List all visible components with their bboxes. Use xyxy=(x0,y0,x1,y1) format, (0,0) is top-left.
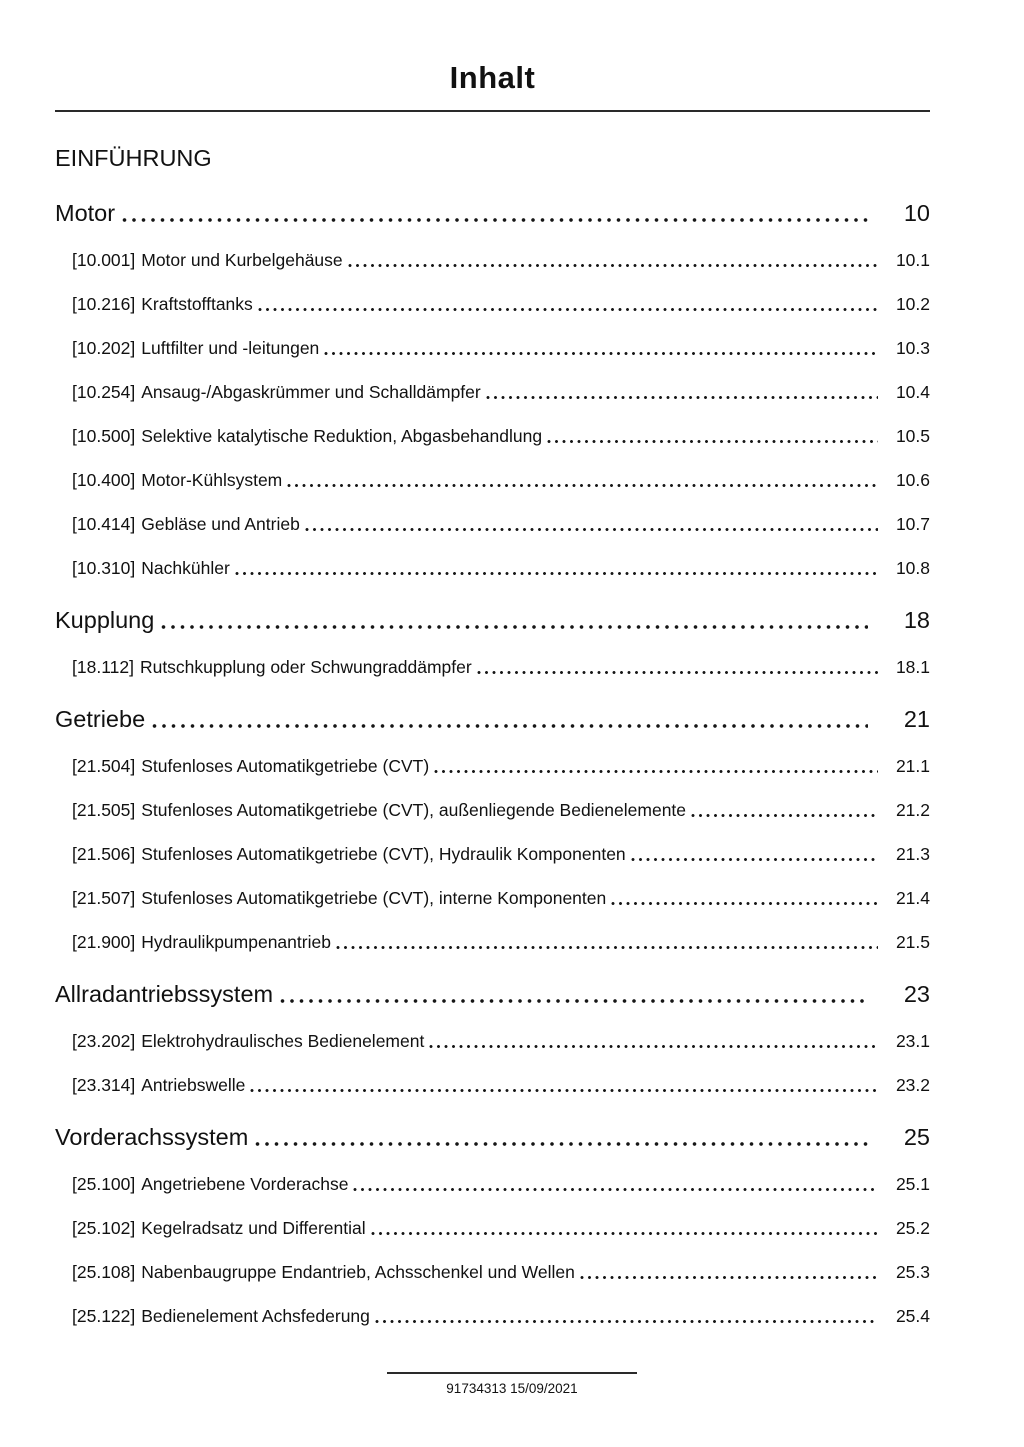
dot-leader xyxy=(348,262,878,268)
toc-entry-page: 25.4 xyxy=(895,1306,930,1326)
title-divider xyxy=(55,110,930,112)
toc-entry-code: [10.310] xyxy=(72,558,136,578)
dot-leader xyxy=(258,306,878,312)
toc-entry-label: Stufenloses Automatikgetriebe (CVT), interne Komponenten xyxy=(141,888,607,908)
toc-entry-row[interactable] xyxy=(55,1306,930,1327)
toc-entry-page: 25.3 xyxy=(895,1262,930,1282)
dot-leader xyxy=(255,1140,868,1147)
toc-entry-row[interactable] xyxy=(55,1075,930,1096)
toc-section-title: Vorderachssystem xyxy=(55,1124,249,1150)
dot-leader xyxy=(691,812,878,818)
toc-section-title: Kupplung xyxy=(55,607,155,633)
toc-entry-row[interactable] xyxy=(55,338,930,359)
toc-entry-page: 21.2 xyxy=(895,800,930,820)
toc-entry-page: 10.7 xyxy=(895,514,930,534)
dot-leader xyxy=(287,482,878,488)
toc-entry-page: 21.3 xyxy=(895,844,930,864)
toc-entry-label: Nachkühler xyxy=(141,558,230,578)
toc-entry-page: 10.8 xyxy=(895,558,930,578)
toc-entry-row[interactable] xyxy=(55,382,930,403)
toc-entry-code: [21.900] xyxy=(72,932,136,952)
dot-leader xyxy=(353,1186,878,1192)
dot-leader xyxy=(611,900,878,906)
dot-leader xyxy=(434,768,878,774)
toc-entry-code: [10.202] xyxy=(72,338,136,358)
dot-leader xyxy=(631,856,878,862)
dot-leader xyxy=(250,1087,878,1093)
toc-entry-code: [23.202] xyxy=(72,1031,136,1051)
toc-entry-code: [10.001] xyxy=(72,250,136,270)
toc-section-page: 25 xyxy=(903,1124,930,1150)
toc-entry-row[interactable] xyxy=(55,514,930,535)
toc-entry-page: 23.1 xyxy=(895,1031,930,1051)
toc-entry-label: Stufenloses Automatikgetriebe (CVT), außenliegende Bedienelemente xyxy=(141,800,687,820)
toc-entry-label: Motor-Kühlsystem xyxy=(141,470,283,490)
toc-entry-code: [25.100] xyxy=(72,1174,136,1194)
toc-entry-row[interactable] xyxy=(55,1174,930,1195)
toc-entry-row[interactable] xyxy=(55,470,930,491)
toc-entry-page: 10.3 xyxy=(895,338,930,358)
toc-entry-code: [10.400] xyxy=(72,470,136,490)
toc-entry-row[interactable] xyxy=(55,250,930,271)
toc-entry-page: 25.2 xyxy=(895,1218,930,1238)
toc-entry-label: Selektive katalytische Reduktion, Abgasbehandlung xyxy=(141,426,543,446)
toc-section-title: Getriebe xyxy=(55,706,146,732)
toc-entry-label: Nabenbaugruppe Endantrieb, Achsschenkel und Wellen xyxy=(141,1262,575,1282)
toc-entry-label: Rutschkupplung oder Schwungraddämpfer xyxy=(139,657,472,677)
toc-section-page: 18 xyxy=(903,607,930,633)
toc-entry-code: [10.414] xyxy=(72,514,136,534)
dot-leader xyxy=(547,438,878,444)
dot-leader xyxy=(324,350,878,356)
toc-entry-row[interactable] xyxy=(55,844,930,865)
toc-entry-code: [25.102] xyxy=(72,1218,136,1238)
toc-entry-row[interactable] xyxy=(55,756,930,777)
toc-entry-row[interactable] xyxy=(55,558,930,579)
toc-entry-row[interactable] xyxy=(55,294,930,315)
toc-section-page: 23 xyxy=(903,981,930,1007)
page-footer xyxy=(0,1372,1024,1397)
toc-entry-label: Bedienelement Achsfederung xyxy=(141,1306,370,1326)
toc-intro-heading: EINFÜHRUNG xyxy=(55,145,212,171)
toc-entry-page: 10.5 xyxy=(895,426,930,446)
toc-entry-code: [21.506] xyxy=(72,844,136,864)
toc-entry-code: [10.254] xyxy=(72,382,136,402)
toc-entry-page: 10.1 xyxy=(895,250,930,270)
toc-entry-row[interactable] xyxy=(55,1262,930,1283)
toc-entry-page: 10.2 xyxy=(895,294,930,314)
dot-leader xyxy=(152,722,868,729)
toc-entry-page: 10.6 xyxy=(895,470,930,490)
toc-entry-page: 21.4 xyxy=(895,888,930,908)
toc-entry-page: 21.5 xyxy=(895,932,930,952)
dot-leader xyxy=(235,570,878,576)
dot-leader xyxy=(375,1318,878,1324)
toc-entry-label: Kraftstofftanks xyxy=(141,294,253,314)
toc-entry-label: Stufenloses Automatikgetriebe (CVT), Hydraulik Komponenten xyxy=(141,844,626,864)
dot-leader xyxy=(429,1043,878,1049)
toc-entry-code: [23.314] xyxy=(72,1075,136,1095)
toc-entry-label: Motor und Kurbelgehäuse xyxy=(141,250,343,270)
toc xyxy=(55,199,930,1327)
toc-entry-code: [21.504] xyxy=(72,756,136,776)
toc-entry-label: Antriebswelle xyxy=(141,1075,246,1095)
toc-entry-code: [21.505] xyxy=(72,800,136,820)
dot-leader xyxy=(161,623,868,630)
page-title: Inhalt xyxy=(449,60,536,95)
dot-leader xyxy=(305,526,878,532)
toc-section-page: 21 xyxy=(903,706,930,732)
toc-entry-label: Gebläse und Antrieb xyxy=(141,514,300,534)
toc-entry-row[interactable] xyxy=(55,888,930,909)
toc-entry-label: Luftfilter und -leitungen xyxy=(141,338,320,358)
toc-section-row[interactable] xyxy=(55,1123,930,1151)
toc-entry-label: Angetriebene Vorderachse xyxy=(141,1174,349,1194)
footer-text: 91734313 15/09/2021 xyxy=(446,1381,578,1396)
dot-leader xyxy=(280,997,868,1004)
toc-section-row[interactable] xyxy=(55,606,930,634)
toc-entry-code: [25.108] xyxy=(72,1262,136,1282)
toc-entry-row[interactable] xyxy=(55,932,930,953)
toc-entry-code: [10.500] xyxy=(72,426,136,446)
toc-entry-label: Elektrohydraulisches Bedienelement xyxy=(141,1031,425,1051)
toc-entry-row[interactable] xyxy=(55,657,930,678)
toc-entry-row[interactable] xyxy=(55,800,930,821)
dot-leader xyxy=(122,216,868,223)
toc-section-row[interactable] xyxy=(55,705,930,733)
toc-section-page: 10 xyxy=(903,200,930,226)
toc-entry-page: 23.2 xyxy=(895,1075,930,1095)
toc-entry-label: Stufenloses Automatikgetriebe (CVT) xyxy=(141,756,430,776)
toc-entry-page: 25.1 xyxy=(895,1174,930,1194)
dot-leader xyxy=(580,1274,878,1280)
toc-entry-code: [25.122] xyxy=(72,1306,136,1326)
dot-leader xyxy=(477,669,878,675)
toc-entry-row[interactable] xyxy=(55,426,930,447)
dot-leader xyxy=(336,944,878,950)
toc-entry-page: 10.4 xyxy=(895,382,930,402)
toc-section-row[interactable] xyxy=(55,980,930,1008)
dot-leader xyxy=(371,1230,878,1236)
toc-entry-row[interactable] xyxy=(55,1218,930,1239)
toc-entry-label: Ansaug-/Abgaskrümmer und Schalldämpfer xyxy=(141,382,481,402)
toc-entry-row[interactable] xyxy=(55,1031,930,1052)
toc-section-row[interactable] xyxy=(55,199,930,227)
toc-section-title: Motor xyxy=(55,200,116,226)
footer-divider xyxy=(387,1372,637,1374)
dot-leader xyxy=(486,394,878,400)
toc-entry-label: Kegelradsatz und Differential xyxy=(141,1218,366,1238)
toc-entry-page: 18.1 xyxy=(895,657,930,677)
toc-entry-code: [18.112] xyxy=(72,657,134,677)
toc-entry-label: Hydraulikpumpenantrieb xyxy=(141,932,331,952)
toc-entry-page: 21.1 xyxy=(895,756,930,776)
toc-section-title: Allradantriebssystem xyxy=(55,981,274,1007)
toc-entry-code: [21.507] xyxy=(72,888,136,908)
toc-entry-code: [10.216] xyxy=(72,294,136,314)
